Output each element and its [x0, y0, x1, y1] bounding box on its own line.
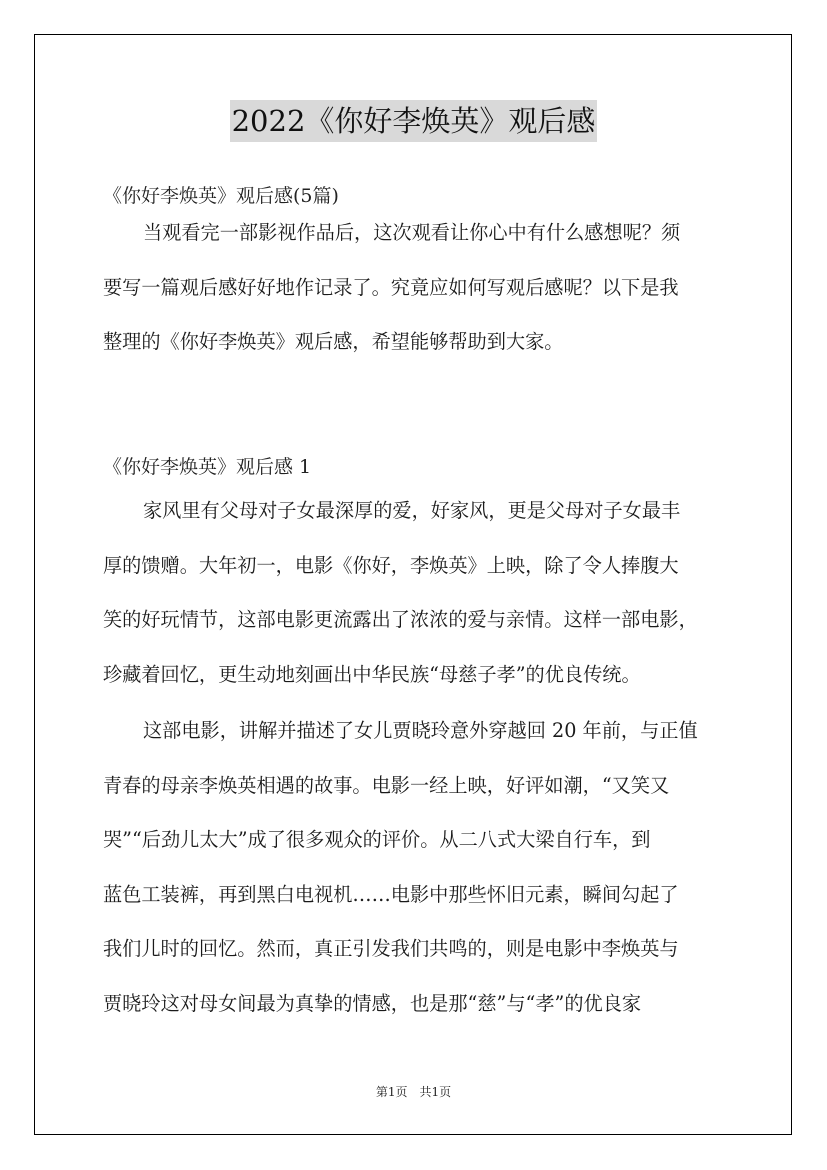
intro-line: 当观看完一部影视作品后，这次观看让你心中有什么感想呢？须	[143, 221, 681, 244]
paragraph-2	[103, 704, 727, 1031]
document-subtitle: 《你好李焕英》观后感(5篇)	[103, 185, 339, 207]
paragraph-line: 青春的母亲李焕英相遇的故事。电影一经上映，好评如潮，“又笑又	[103, 773, 670, 797]
paragraph-1	[103, 484, 727, 702]
page-footer: 第1页 共1页	[375, 1085, 452, 1099]
intro-line: 要写一篇观后感好好地作记录了。究竟应如何写观后感呢？以下是我	[103, 275, 679, 299]
document-title: 2022《你好李焕英》观后感	[230, 100, 598, 142]
paragraph-line: 珍藏着回忆，更生动地刻画出中华民族“母慈子孝”的优良传统。	[103, 662, 641, 686]
paragraph-line: 笑的好玩情节，这部电影更流露出了浓浓的爱与亲情。这样一部电影，	[103, 608, 698, 631]
paragraph-line: 这部电影，讲解并描述了女儿贾晓玲意外穿越回 20 年前，与正值	[143, 719, 698, 742]
section-heading: 《你好李焕英》观后感 1	[103, 456, 312, 478]
title-wrapper	[0, 100, 827, 142]
paragraph-line: 家风里有父母对子女最深厚的爱，好家风，更是父母对子女最丰	[143, 499, 681, 522]
paragraph-line: 贾晓玲这对母女间最为真挚的情感，也是那“慈”与“孝”的优良家	[103, 991, 642, 1015]
paragraph-line: 我们儿时的回忆。然而，真正引发我们共鸣的，则是电影中李焕英与	[103, 937, 679, 960]
paragraph-line: 厚的馈赠。大年初一，电影《你好，李焕英》上映，除了令人捧腹大	[103, 553, 679, 577]
paragraph-line: 蓝色工装裤，再到黑白电视机……电影中那些怀旧元素，瞬间勾起了	[103, 882, 679, 906]
paragraph-line: 哭”“后劲儿太大”成了很多观众的评价。从二八式大梁自行车，到	[103, 828, 651, 851]
intro-paragraph	[103, 206, 727, 370]
intro-line: 整理的《你好李焕英》观后感，希望能够帮助到大家。	[103, 330, 564, 353]
